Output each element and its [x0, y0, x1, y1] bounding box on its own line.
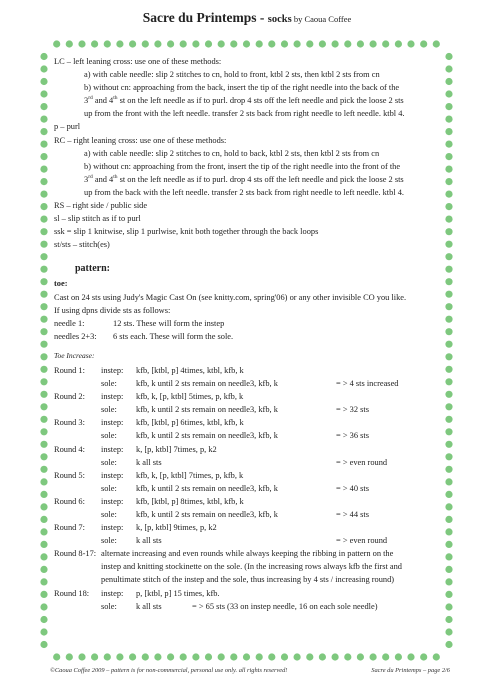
pattern-heading: pattern:	[75, 263, 110, 275]
border-dot	[218, 653, 225, 660]
border-dot	[40, 141, 47, 148]
border-dot	[445, 503, 452, 510]
border-dot	[445, 53, 452, 60]
border-dot	[40, 516, 47, 523]
needle-1: needle 1: 12 sts. These will form the instep	[54, 318, 225, 328]
border-dot	[357, 40, 364, 47]
border-dot	[104, 40, 111, 47]
border-dot	[445, 528, 452, 535]
border-dot	[40, 616, 47, 623]
instep-label: instep:	[101, 523, 124, 533]
border-dot	[91, 40, 98, 47]
border-dot	[445, 153, 452, 160]
sole-label: sole:	[101, 405, 117, 415]
border-dot	[53, 653, 60, 660]
border-dot	[40, 153, 47, 160]
pattern-title: Sacre du Printemps	[142, 10, 257, 25]
border-dot	[40, 391, 47, 398]
border-dot	[407, 40, 414, 47]
border-dot	[40, 116, 47, 123]
border-dot	[78, 653, 85, 660]
border-dot	[445, 278, 452, 285]
instep-text: k, [p, ktbl] 7times, p, k2	[136, 444, 217, 454]
abbr-lc-b1: b) without cn: approaching from the back, insert the tip of the right needle into the back of the	[84, 83, 400, 93]
border-dot	[445, 628, 452, 635]
border-dot	[78, 40, 85, 47]
border-dot	[40, 203, 47, 210]
border-dot	[192, 40, 199, 47]
border-dot	[180, 653, 187, 660]
border-dot	[129, 653, 136, 660]
border-dot	[40, 491, 47, 498]
border-dot	[40, 528, 47, 535]
border-dot	[230, 40, 237, 47]
round-instep-row	[54, 443, 446, 456]
border-dot	[40, 241, 47, 248]
border-dot	[129, 40, 136, 47]
instep-label: instep:	[101, 418, 124, 428]
border-dot	[40, 366, 47, 373]
border-dot	[167, 40, 174, 47]
border-dot	[167, 653, 174, 660]
abbr-ssk: ssk = slip 1 knitwise, slip 1 purlwise, knit both together through the back loops	[54, 227, 319, 237]
border-dot	[40, 578, 47, 585]
border-dot	[445, 65, 452, 72]
sole-text: kfb, k until 2 sts remain on needle3, kfb, k	[136, 483, 278, 493]
toe-increase-label: Toe Increase:	[54, 350, 95, 360]
border-dot	[40, 228, 47, 235]
border-dot	[230, 653, 237, 660]
border-dot	[243, 40, 250, 47]
border-dot	[40, 78, 47, 85]
border-dot	[243, 653, 250, 660]
border-dot	[445, 466, 452, 473]
border-dot	[420, 653, 427, 660]
border-dot	[116, 653, 123, 660]
border-dot	[40, 128, 47, 135]
border-dot	[445, 266, 452, 273]
border-dot	[319, 653, 326, 660]
border-dot	[180, 40, 187, 47]
border-dot	[205, 40, 212, 47]
border-dot	[40, 566, 47, 573]
round-label: Round 6:	[54, 496, 85, 506]
border-dot	[445, 341, 452, 348]
border-dot	[281, 653, 288, 660]
round-instep-row	[54, 364, 446, 377]
border-dot	[294, 40, 301, 47]
sole-text: kfb, k until 2 sts remain on needle3, kfb, k	[136, 405, 278, 415]
border-dot	[40, 291, 47, 298]
border-dot	[281, 40, 288, 47]
instep-label: instep:	[101, 444, 124, 454]
border-dot	[268, 653, 275, 660]
border-dot	[445, 366, 452, 373]
border-dot	[445, 253, 452, 260]
border-dot	[268, 40, 275, 47]
instep-label: instep:	[101, 365, 124, 375]
round-sole-row	[54, 482, 446, 495]
border-dot	[445, 178, 452, 185]
instep-text: k, [p, ktbl] 9times, p, k2	[136, 523, 217, 533]
border-dot	[142, 653, 149, 660]
page-number: Sacre du Printemps – page 2/6	[371, 667, 450, 674]
sole-text: kfb, k until 2 sts remain on needle3, kfb, k	[136, 379, 278, 389]
instep-text: kfb, [ktbl, p] 8times, ktbl, kfb, k	[136, 496, 244, 506]
border-dot	[445, 141, 452, 148]
border-dot	[445, 353, 452, 360]
border-dot	[370, 40, 377, 47]
abbr-st: st/sts – stitch(es)	[54, 240, 110, 250]
border-dot	[40, 328, 47, 335]
border-dot	[40, 191, 47, 198]
border-dot	[40, 266, 47, 273]
border-dot	[40, 603, 47, 610]
border-dot	[40, 428, 47, 435]
abbr-lc: LC – left leaning cross: use one of these methods:	[54, 57, 222, 66]
border-dot	[445, 78, 452, 85]
round-label: Round 7:	[54, 523, 85, 533]
border-dot	[344, 40, 351, 47]
round-sole-row	[54, 377, 446, 390]
border-dot	[332, 40, 339, 47]
sole-text: kfb, k until 2 sts remain on needle3, kfb, k	[136, 431, 278, 441]
border-dot	[332, 653, 339, 660]
border-dot	[445, 566, 452, 573]
round-result: = > 40 sts	[336, 483, 369, 493]
border-dot	[445, 378, 452, 385]
toe-line-2: If using dpns divide sts as follows:	[54, 305, 171, 315]
border-dot	[445, 616, 452, 623]
border-dot	[154, 653, 161, 660]
border-dot	[445, 403, 452, 410]
border-dot	[319, 40, 326, 47]
border-dot	[445, 578, 452, 585]
border-dot	[382, 653, 389, 660]
border-dot	[445, 591, 452, 598]
round-label: Round 4:	[54, 444, 85, 454]
border-dot	[40, 628, 47, 635]
border-dot	[40, 316, 47, 323]
border-dot	[40, 403, 47, 410]
border-dot	[66, 653, 73, 660]
instep-text: kfb, [ktbl, p] 6times, ktbl, kfb, k	[136, 418, 244, 428]
border-dot	[382, 40, 389, 47]
abbr-rc: RC – right leaning cross: use one of these methods:	[54, 135, 227, 145]
instep-label: instep:	[101, 470, 124, 480]
needle-2-3: needles 2+3: 6 sts each. These will form the sole.	[54, 331, 234, 341]
abbr-rc-b1: b) without cn: approaching from the front, insert the tip of the right needle into the front of the	[84, 161, 401, 171]
abbr-lc-a: a) with cable needle: slip 2 stitches to cn, hold to front, ktbl 2 sts, then ktbl 2 sts from cn	[84, 70, 380, 80]
abbr-lc-b3: up from the front with the left needle. transfer 2 sts back from right needle to left needle. ktbl 4.	[84, 109, 405, 119]
border-dot	[445, 116, 452, 123]
round-sole-row	[54, 403, 446, 416]
border-dot	[154, 40, 161, 47]
border-dot	[40, 466, 47, 473]
sole-label: sole:	[101, 536, 117, 546]
border-dot	[40, 503, 47, 510]
border-dot	[306, 40, 313, 47]
border-dot	[445, 166, 452, 173]
border-dot	[357, 653, 364, 660]
border-dot	[91, 653, 98, 660]
instep-text: kfb, [ktbl, p] 4times, ktbl, kfb, k	[136, 365, 244, 375]
round-instep-row	[54, 521, 446, 534]
instep-label: instep:	[101, 496, 124, 506]
border-dot	[40, 441, 47, 448]
round-label: Round 1:	[54, 365, 85, 375]
abbr-p: p – purl	[54, 122, 81, 132]
abbr-rc-b3: up from the back with the left needle. transfer 2 sts back from right needle to left needle. ktbl 4.	[84, 187, 405, 197]
border-dot	[256, 40, 263, 47]
round-8-17-line-1: Round 8-17: alternate increasing and even rounds while always keeping the ribbing in pattern on the	[54, 549, 394, 559]
sole-label: sole:	[101, 510, 117, 519]
border-dot	[445, 603, 452, 610]
instep-label: instep:	[101, 392, 124, 402]
border-dot	[40, 378, 47, 385]
abbr-lc-b2: 3rd and 4th st on the left needle as if to purl. drop 4 sts off the left needle and pick the loose 2 sts	[84, 95, 404, 106]
border-dot	[445, 90, 452, 97]
border-dot	[40, 166, 47, 173]
border-dot	[445, 428, 452, 435]
border-dot	[40, 65, 47, 72]
round-result: = > 32 sts	[336, 405, 369, 415]
round-result: = > even round	[336, 457, 388, 467]
abbr-sl: sl – slip stitch as if to purl	[54, 214, 141, 224]
round-result: = > even round	[336, 536, 388, 546]
border-dot	[256, 653, 263, 660]
border-dot	[116, 40, 123, 47]
toe-label: toe:	[54, 279, 68, 289]
border-dot	[433, 653, 440, 660]
border-dot	[40, 353, 47, 360]
border-dot	[40, 416, 47, 423]
border-dot	[445, 441, 452, 448]
border-dot	[445, 203, 452, 210]
border-dot	[40, 90, 47, 97]
round-sole-row	[54, 534, 446, 547]
round-18-sole: sole: k all sts = > 65 sts (33 on instep needle, 16 on each sole needle)	[101, 601, 378, 611]
round-sole-row	[54, 456, 446, 469]
sole-text: k all sts	[136, 536, 162, 546]
border-dot	[445, 103, 452, 110]
round-instep-row	[54, 495, 446, 508]
border-dot	[445, 491, 452, 498]
abbr-rs: RS – right side / public side	[54, 201, 148, 211]
sole-label: sole:	[101, 431, 117, 441]
border-dot	[445, 391, 452, 398]
border-dot	[205, 653, 212, 660]
round-instep-row	[54, 416, 446, 429]
sole-label: sole:	[101, 379, 117, 389]
abbr-rc-a: a) with cable needle: slip 2 stitches to cn, hold to back, ktbl 2 sts, then ktbl 2 sts from cn	[84, 148, 380, 158]
border-dot	[40, 303, 47, 310]
border-dot	[445, 228, 452, 235]
border-dot	[407, 653, 414, 660]
border-dot	[40, 278, 47, 285]
border-dot	[40, 453, 47, 460]
border-dot	[445, 303, 452, 310]
border-dot	[445, 191, 452, 198]
border-dot	[445, 128, 452, 135]
border-dot	[40, 253, 47, 260]
border-dot	[40, 341, 47, 348]
sole-label: sole:	[101, 457, 117, 467]
round-result: = > 36 sts	[336, 431, 369, 441]
border-dot	[40, 53, 47, 60]
border-dot	[40, 553, 47, 560]
border-dot	[445, 641, 452, 648]
round-8-17-line-2: instep and knitting stockinette on the sole. (In the increasing rows always kfb the first and	[101, 562, 402, 572]
border-dot	[445, 553, 452, 560]
round-label: Round 3:	[54, 418, 85, 428]
page-title: Sacre du Printemps - socks by Caoua Coffee	[142, 10, 352, 25]
border-dot	[344, 653, 351, 660]
round-sole-row	[54, 508, 446, 521]
round-instep-row	[54, 469, 446, 482]
border-dot	[306, 653, 313, 660]
instep-text: kfb, k, [p, ktbl] 7times, p, kfb, k	[136, 470, 244, 480]
round-result: = > 4 sts increased	[336, 379, 399, 389]
border-dot	[445, 516, 452, 523]
border-dot	[40, 591, 47, 598]
round-instep-row	[54, 390, 446, 403]
border-dot	[445, 291, 452, 298]
border-dot	[40, 541, 47, 548]
border-dot	[445, 316, 452, 323]
sole-text: kfb, k until 2 sts remain on needle3, kfb, k	[136, 510, 278, 519]
border-dot	[104, 653, 111, 660]
border-dot	[395, 40, 402, 47]
round-8-17-line-3: penultimate stitch of the instep and the sole, thus increasing by 4 sts / increasing round)	[101, 575, 395, 585]
border-dot	[142, 40, 149, 47]
border-dot	[66, 40, 73, 47]
border-dot	[53, 40, 60, 47]
round-result: = > 44 sts	[336, 510, 369, 519]
border-dot	[192, 653, 199, 660]
round-label: Round 5:	[54, 470, 85, 480]
border-dot	[40, 641, 47, 648]
border-dot	[218, 40, 225, 47]
border-dot	[445, 328, 452, 335]
border-dot	[40, 478, 47, 485]
byline: by Caoua Coffee	[291, 14, 352, 24]
border-dot	[40, 103, 47, 110]
border-dot	[445, 453, 452, 460]
border-dot	[445, 216, 452, 223]
border-dot	[294, 653, 301, 660]
sole-text: k all sts	[136, 457, 162, 467]
border-dot	[445, 241, 452, 248]
border-dot	[420, 40, 427, 47]
border-dot	[445, 541, 452, 548]
border-dot	[40, 216, 47, 223]
abbr-rc-b2: 3rd and 4th st on the left needle as if to purl. drop 4 sts off the left needle and pick the loose 2 sts	[84, 174, 404, 184]
instep-text: kfb, k, [p, ktbl] 5times, p, kfb, k	[136, 392, 244, 402]
copyright: ©Caoua Coffee 2009 – pattern is for non-commercial, personal use only. all rights reserved!	[50, 667, 288, 674]
border-dot	[40, 178, 47, 185]
rounds-table	[54, 364, 446, 547]
round-label: Round 2:	[54, 392, 85, 402]
border-dot	[445, 416, 452, 423]
round-18-instep: Round 18: instep: p, [ktbl, p] 15 times, kfb.	[54, 588, 220, 598]
page-footer	[50, 667, 450, 674]
page-content	[54, 55, 446, 613]
round-sole-row	[54, 429, 446, 442]
border-dot	[395, 653, 402, 660]
toe-line-1: Cast on 24 sts using Judy's Magic Cast On (see knitty.com, spring'06) or any other invisible CO you like.	[54, 292, 407, 302]
border-dot	[433, 40, 440, 47]
sole-label: sole:	[101, 483, 117, 493]
pattern-subtitle: socks	[267, 14, 292, 25]
border-dot	[445, 478, 452, 485]
border-dot	[370, 653, 377, 660]
